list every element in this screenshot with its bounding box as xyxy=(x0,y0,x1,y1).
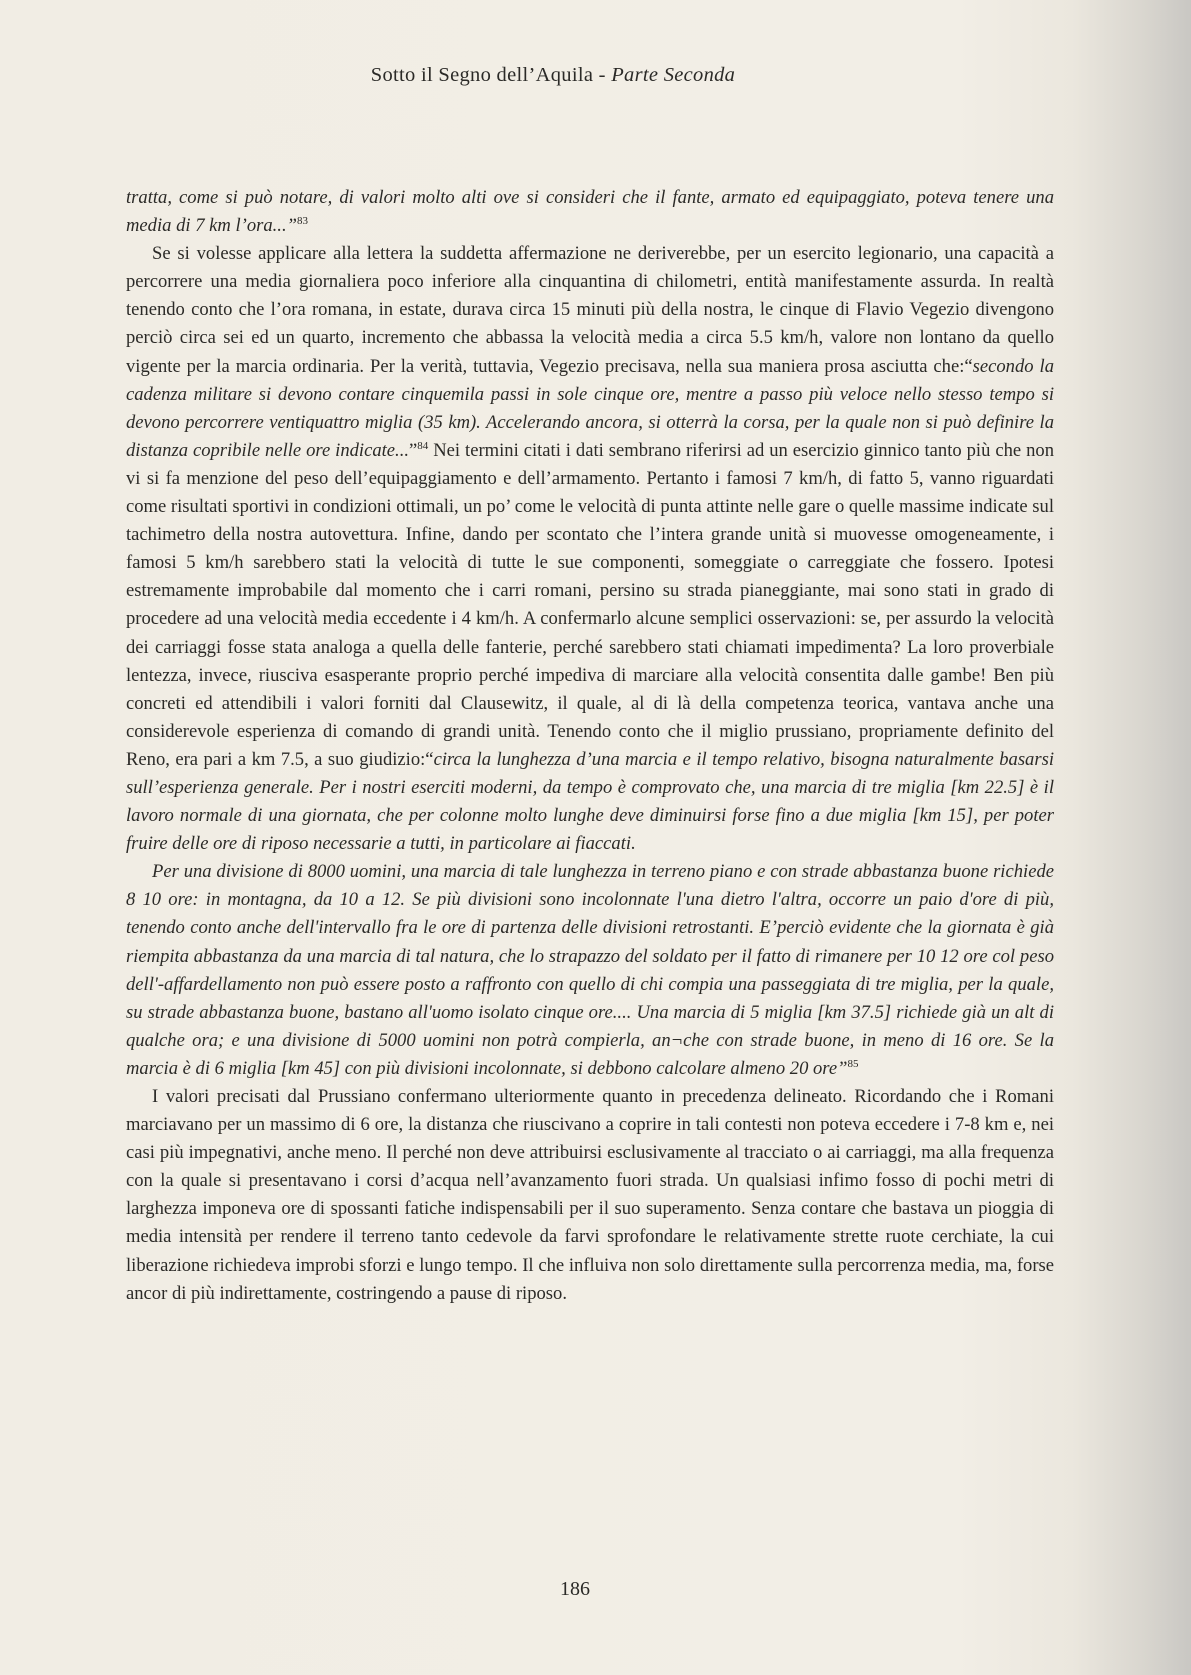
vegezio-quote: secondo la cadenza militare si devono contare cinquemila passi in sole cinque ore, mentre a passo più veloce nello stesso tempo si devono percorrere ventiquattro miglia (35 km). Accelerando ancora, si otterrà la corsa, per la quale non si può definire la distanza copribile nelle ore indicate... xyxy=(126,355,1054,461)
paragraph-4: I valori precisati dal Prussiano confermano ulteriormente quanto in precedenza delineato. Ricordando che i Romani marciavano per un massimo di 6 ore, la distanza che riuscivano a coprire in tali contesti non poteva eccedere i 7-8 km e, nei casi più impegnativi, anche meno. Il perché non deve attribuirsi esclusivamente al tracciato o ai carriaggi, ma alla frequenza con la quale si presentavano i corsi d’acqua nell’avanzamento fuori strada. Un qualsiasi infimo fosso di pochi metri di larghezza imponeva ore di spossanti fatiche indispensabili per il suo superamento. Senza contare che bastava un pioggia di media intensità per rendere il terreno tanto cedevole da farvi sprofondare le relativamente strette ruote cerchiate, la cui liberazione richiedeva improbi sforzi e lungo tempo. Il che influiva non solo direttamente sulla percorrenza media, ma, forse ancor di più indirettamente, costringendo a pause di riposo. xyxy=(126,1086,1054,1304)
quote-close-mark-2: ” xyxy=(837,1057,848,1079)
quote-text-b: Una marcia di 5 miglia [km 37.5] richiede già un alt di qualche ora; e una divisione di 5000 uomini non potrà compierla, an¬che con strade buone, in meno di 16 ore. Se la marcia è di 6 miglia [km 45] con più divisioni incolonnate, si debbono calcolare almeno 20 ore xyxy=(126,1001,1055,1079)
book-title: Sotto il Segno dell’Aquila xyxy=(370,64,594,86)
paragraph-2 xyxy=(126,240,1054,858)
clausewitz-quote: circa la lunghezza d’una marcia e il tempo relativo, bisogna naturalmente basarsi sull’esperienza generale. Per i nostri eserciti moderni, da tempo è comprovato che, una marcia di tre miglia [km 22.5] è il lavoro normale di una giornata, che per colonne molto lunghe deve diminuirsi forse fino a due miglia [km 15], per poter fruire delle ore di riposo necessarie a tutti, in particolare ai fiaccati. xyxy=(126,748,1054,855)
footnote-ref-83: 83 xyxy=(296,215,308,228)
footnote-ref-85: 85 xyxy=(847,1057,859,1070)
part-title: Parte Seconda xyxy=(611,64,736,86)
paragraph-2-text-b: Nei termini citati i dati sembrano riferirsi ad un esercizio ginnico tanto più che non vi si fa menzione del peso dell’equipaggiamento e dell’armamento. Pertanto i famosi 7 km/h, di fatto 5, vanno riguardati come risultati sportivi in condizioni ottimali, un po’ come le velocità di punta attinte nelle gare o quelle massime indicate sul tachimetro della nostra autovettura. Infine, dando per scontato che l’intera grande unità si muovesse omogeneamente, i famosi 5 km/h sarebbero stati la velocità di tutte le sue componenti, someggiate o carreggiate che fossero. Ipotesi estremamente improbabile dal momento che i carri romani, persino su strada pianeggiante, mai sono stati in grado di procedere ad una velocità media eccedente i 4 km/h. A confermarlo alcune semplici osservazioni: se, per assurdo la velocità dei carriaggi fosse stata analoga a quella delle fanterie, perché sarebbero stati chiamati impedimenta? La loro proverbiale lentezza, invece, riusciva esasperante proprio perché impediva di marciare alla velocità consentita dalle gambe! Ben più concreti ed attendibili i valori forniti dal Clausewitz, il quale, al di là della competenza teorica, vantava anche una considerevole esperienza di comando di grandi unità. Tenendo conto che il miglio prussiano, propriamente definito del Reno, era pari a km 7.5, a suo giudizio:“ xyxy=(126,439,1054,770)
body-text xyxy=(126,184,1054,1308)
paragraph-2-text-a: Se si volesse applicare alla lettera la suddetta affermazione ne deriverebbe, per un esercito legionario, una capacità a percorrere una media giornaliera poco inferiore alla cinquantina di chilometri, entità manifestamente assurda. In realtà tenendo conto che l’ora romana, in estate, durava circa 15 minuti più della nostra, le cinque di Flavio Vegezio divengono perciò circa sei ed un quarto, incremento che abbassa la velocità media a circa 5.5 km/h, valore non lontano da quello vigente per la marcia ordinaria. Per la verità, tuttavia, Vegezio precisava, nella sua maniera prosa asciutta che:“ xyxy=(126,243,1054,377)
quote-continuation: tratta, come si può notare, di valori molto alti ove si consideri che il fante, armato ed equipaggiato, poteva tenere una media di 7 km l’ora...” xyxy=(126,187,1054,237)
quote-close-mark: ” xyxy=(409,439,418,461)
header-separator: - xyxy=(593,64,612,86)
quote-text-a: Per una divisione di 8000 uomini, una marcia di tale lunghezza in terreno piano e con strade abbastanza buone richiede 8 10 ore: in montagna, da 10 a 12. Se più divisioni sono incolonnate l'una dietro l'altra, occorre un paio d'ore di più, tenendo conto anche dell'intervallo fra le ore di partenza delle divisioni retrostanti. E’perciò evidente che la giornata è già riempita abbastanza da una marcia di tal natura, che lo strapazzo del soldato per il fatto di rimanere per 10 12 ore col peso dell'-affardellamento non può essere posto a raffronto con quello di chi compia una passeggiata di tre miglia, per la quale, su strade abbastanza buone, bastano all'uomo isolato cinque ore.... xyxy=(126,861,1054,1023)
paragraph-3-quote xyxy=(126,858,1054,1083)
footnote-ref-84: 84 xyxy=(417,439,429,452)
page-number: 186 xyxy=(560,1578,590,1600)
running-header xyxy=(0,64,1106,87)
paragraph-1 xyxy=(126,184,1054,240)
